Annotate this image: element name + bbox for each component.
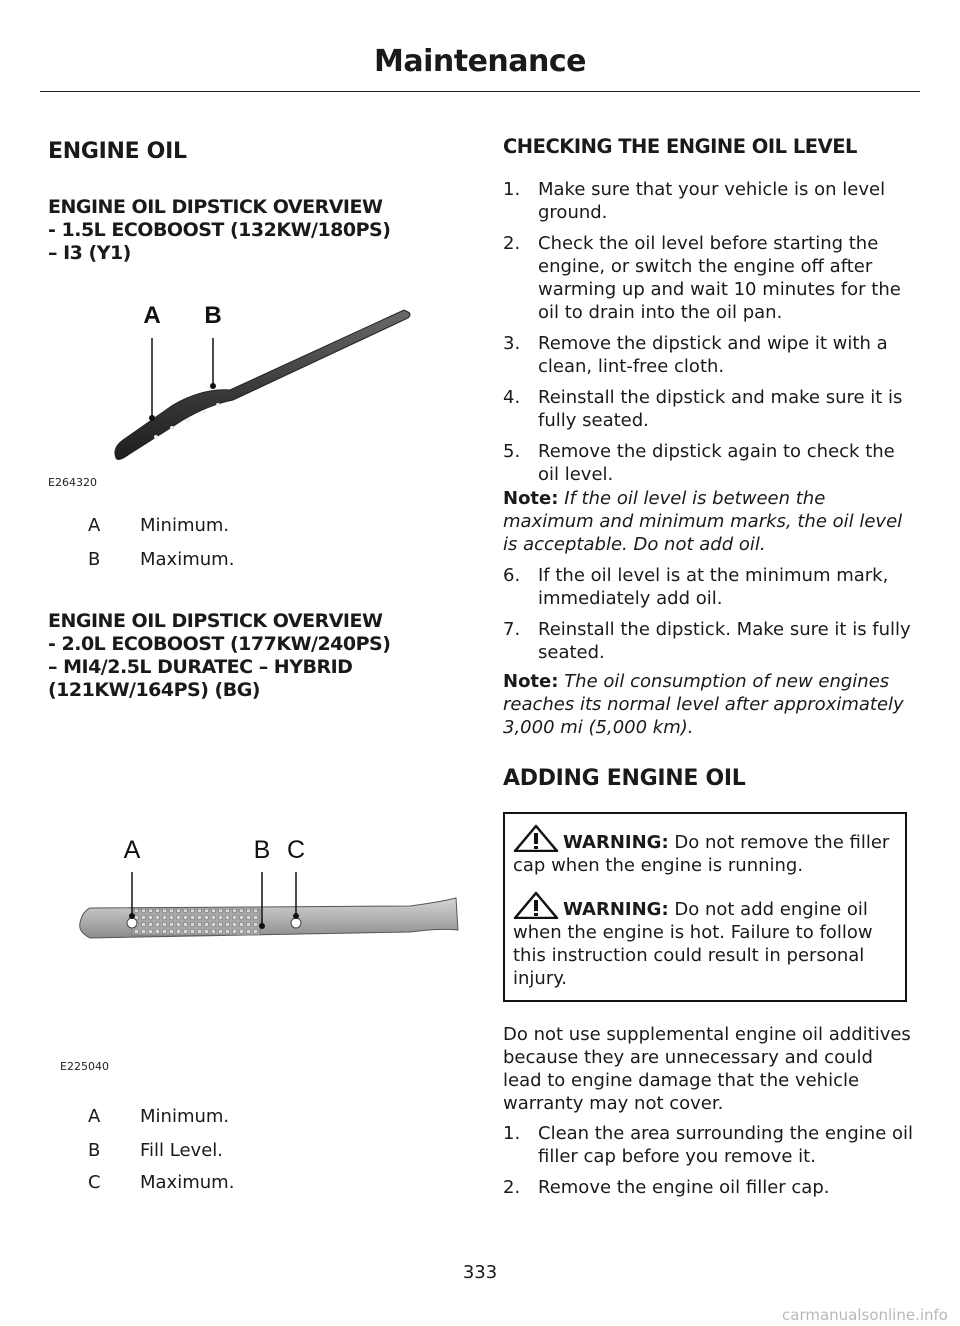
- fig2-legend-row: [88, 1172, 234, 1193]
- step-number: 6.: [503, 565, 521, 586]
- step-text: If the oil level is at the minimum mark, immediately add oil.: [538, 565, 889, 609]
- list-item: [503, 618, 913, 664]
- fig2-callout-b: B: [253, 836, 271, 864]
- fig2-heading-line: - 2.0L ECOBOOST (177KW/240PS): [48, 633, 391, 655]
- step-text: Check the oil level before starting the engine, or switch the engine off after warming up and wait 10 minutes for the oil to drain into the oil pan.: [538, 233, 901, 323]
- list-item: [503, 386, 913, 432]
- legend-text: Minimum.: [140, 1106, 230, 1127]
- section-title-checking-oil: CHECKING THE ENGINE OIL LEVEL: [503, 135, 857, 158]
- warning-box: [503, 812, 907, 1002]
- fig2-heading-line: ENGINE OIL DIPSTICK OVERVIEW: [48, 610, 383, 632]
- section-title-engine-oil: ENGINE OIL: [48, 139, 187, 164]
- warning-text: Do not remove the filler cap when the engine is running.: [513, 832, 890, 876]
- page-header-title: Maintenance: [373, 44, 586, 79]
- fig1-heading-line: – I3 (Y1): [48, 242, 131, 264]
- step-number: 3.: [503, 333, 521, 354]
- fig2-callout-a: A: [123, 836, 141, 864]
- note-oil-level: [503, 487, 913, 556]
- fig1-heading-line: ENGINE OIL DIPSTICK OVERVIEW: [48, 196, 383, 218]
- legend-text: Minimum.: [140, 515, 230, 536]
- legend-text: Fill Level.: [140, 1140, 224, 1161]
- step-text: Make sure that your vehicle is on level ground.: [538, 179, 886, 223]
- warning-label: WARNING:: [563, 832, 669, 853]
- header-divider: [40, 91, 920, 92]
- step-text: Remove the dipstick again to check the oil level.: [538, 441, 895, 485]
- fig2-heading-line: (121KW/164PS) (BG): [48, 679, 260, 701]
- fig2-heading-line: – MI4/2.5L DURATEC – HYBRID: [48, 656, 353, 678]
- fig2-heading: [48, 610, 468, 702]
- note-text: If the oil level is between the maximum and minimum marks, the oil level is acceptable. Do not add oil.: [503, 488, 903, 555]
- list-item: [503, 1176, 913, 1199]
- step-text: Remove the engine oil filler cap.: [538, 1177, 830, 1198]
- list-item: [503, 564, 913, 610]
- step-number: 2.: [503, 1177, 521, 1198]
- fig2-image-id: E225040: [60, 1060, 109, 1073]
- legend-text: Maximum.: [140, 1172, 235, 1193]
- warning-triangle-icon: [513, 891, 559, 919]
- note-label: Note:: [503, 671, 559, 692]
- step-text: Reinstall the dipstick. Make sure it is fully seated.: [538, 619, 911, 663]
- step-number: 1.: [503, 1123, 521, 1144]
- fig1-callout-b: B: [204, 302, 222, 329]
- dipstick-illustration-2: [70, 830, 460, 980]
- additives-paragraph: Do not use supplemental engine oil additives because they are unnecessary and could lead to engine damage that the vehicle warranty may not cover.: [503, 1024, 911, 1114]
- warning-item: [513, 891, 897, 990]
- note-label: Note:: [503, 488, 559, 509]
- note-oil-consumption: [503, 670, 913, 739]
- legend-key: C: [88, 1172, 101, 1193]
- warning-text: Do not add engine oil when the engine is hot. Failure to follow this instruction could result in personal injury.: [513, 899, 873, 989]
- list-item: [503, 232, 913, 324]
- warning-triangle-icon: [513, 824, 559, 852]
- legend-key: B: [88, 1140, 101, 1161]
- list-item: [503, 1122, 913, 1168]
- step-text: Remove the dipstick and wipe it with a clean, lint-free cloth.: [538, 333, 888, 377]
- fig2-legend-row: [88, 1140, 223, 1161]
- fig1-callout-a: A: [143, 302, 161, 329]
- add-steps-list: [503, 1122, 913, 1207]
- list-item: [503, 178, 913, 224]
- dipstick-illustration-1: [48, 290, 418, 490]
- section-title-adding-oil: ADDING ENGINE OIL: [503, 766, 746, 791]
- fig1-legend-row: [88, 549, 234, 570]
- fig1-heading-line: - 1.5L ECOBOOST (132KW/180PS): [48, 219, 391, 241]
- note-text: The oil consumption of new engines reaches its normal level after approximately 3,000 mi (5,000 km).: [503, 671, 904, 738]
- fig1-image-id: E264320: [48, 476, 97, 489]
- legend-key: A: [88, 515, 101, 536]
- step-number: 1.: [503, 179, 521, 200]
- check-steps-list: [503, 178, 913, 494]
- legend-text: Maximum.: [140, 549, 235, 570]
- fig1-heading: [48, 196, 468, 265]
- fig2-legend-row: [88, 1106, 229, 1127]
- warning-item: [513, 824, 897, 877]
- warning-label: WARNING:: [563, 899, 669, 920]
- check-steps-list-continued: [503, 564, 913, 672]
- list-item: [503, 332, 913, 378]
- legend-key: B: [88, 549, 101, 570]
- watermark-text: carmanualsonline.info: [782, 1306, 948, 1324]
- step-text: Clean the area surrounding the engine oil filler cap before you remove it.: [538, 1123, 914, 1167]
- step-text: Reinstall the dipstick and make sure it is fully seated.: [538, 387, 903, 431]
- fig2-callout-c: C: [286, 836, 306, 864]
- step-number: 4.: [503, 387, 521, 408]
- list-item: [503, 440, 913, 486]
- fig1-legend-row: [88, 515, 229, 536]
- legend-key: A: [88, 1106, 101, 1127]
- step-number: 2.: [503, 233, 521, 254]
- step-number: 7.: [503, 619, 521, 640]
- page-number: 333: [462, 1262, 498, 1283]
- step-number: 5.: [503, 441, 521, 462]
